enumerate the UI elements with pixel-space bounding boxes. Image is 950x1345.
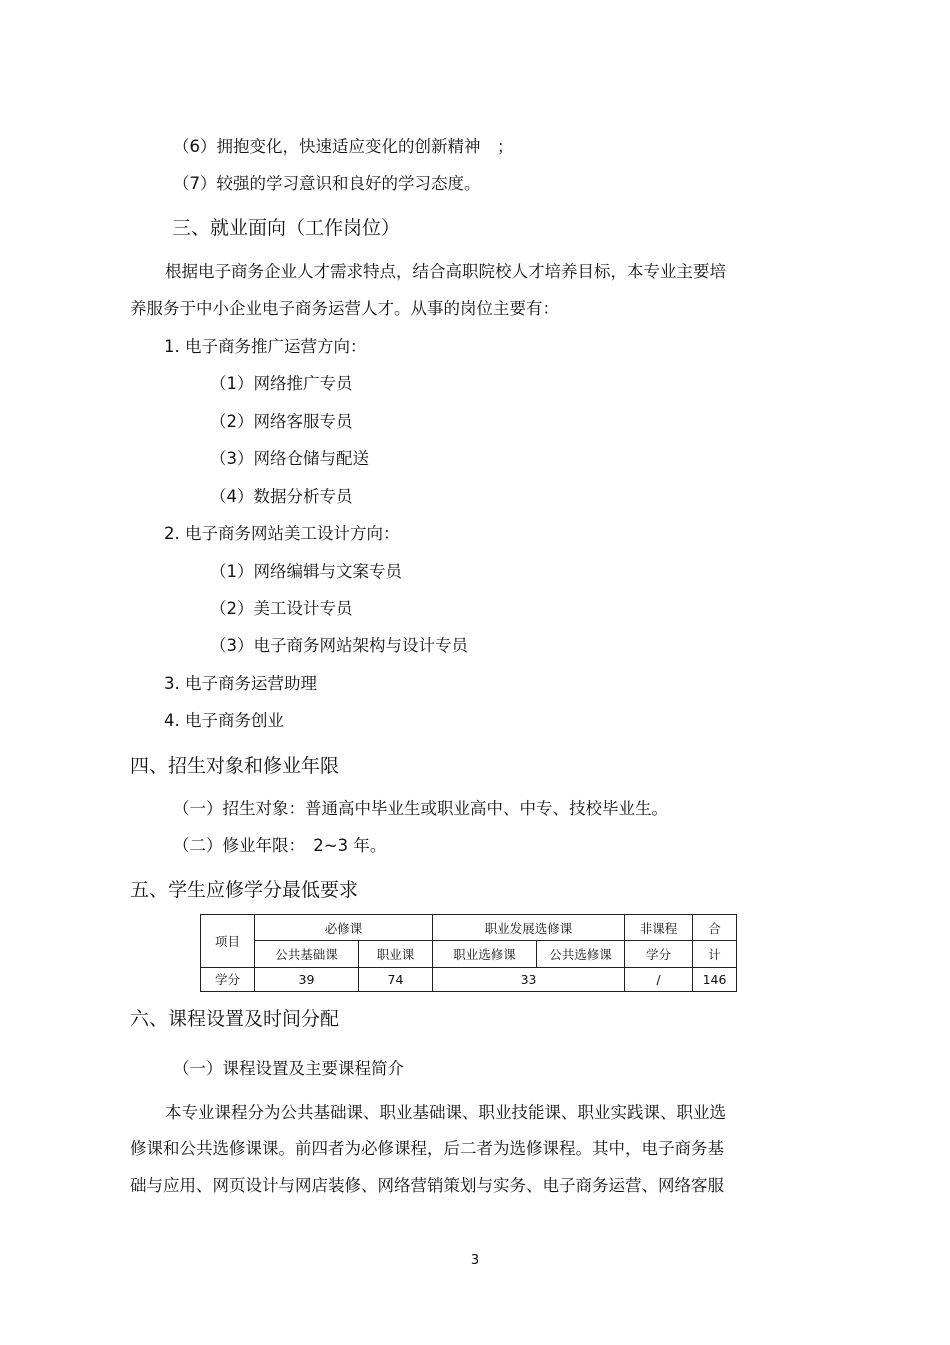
header-professional: 职业课 (359, 941, 433, 967)
page-number: 3 (470, 1253, 480, 1268)
paragraph-line: 根据电子商务企业人才需求特点，结合高职院校人才培养目标，本专业主要培 (165, 262, 726, 281)
row-label: 学分 (201, 967, 255, 991)
paragraph-line: 本专业课程分为公共基础课、职业基础课、职业技能课、职业实践课、职业选 (165, 1103, 726, 1122)
header-item: 项目 (201, 915, 255, 968)
header-public-basic: 公共基础课 (255, 941, 359, 967)
section-heading: 四、招生对象和修业年限 (130, 755, 340, 777)
header-public-elective: 公共选修课 (537, 941, 625, 967)
paragraph-line: 础与应用、网页设计与网店装修、网络营销策划与实务、电子商务运营、网络客服 (130, 1176, 724, 1195)
header-required: 必修课 (255, 915, 433, 941)
list-item: （4）数据分析专员 (210, 487, 353, 506)
list-item: （6）拥抱变化，快速适应变化的创新精神 ； (173, 137, 514, 156)
paragraph-line: （一）招生对象：普通高中毕业生或职业高中、中专、技校毕业生。 (173, 799, 668, 818)
list-item: （2）美工设计专员 (210, 599, 353, 618)
section-heading: 六、课程设置及时间分配 (130, 1008, 340, 1030)
cell-non-course: / (625, 967, 693, 991)
cell-professional: 74 (359, 967, 433, 991)
list-heading: 2. 电子商务网站美工设计方向： (164, 524, 400, 543)
paragraph-line: 修课和公共选修课课。前四者为必修课程，后二者为选修课程。其中，电子商务基 (130, 1139, 724, 1158)
header-non-course: 非课程 (625, 915, 693, 941)
paragraph-line: 养服务于中小企业电子商务运营人才。从事的岗位主要有： (130, 299, 559, 318)
list-heading: 3. 电子商务运营助理 (164, 674, 317, 693)
header-prof-elective: 职业选修课 (433, 941, 537, 967)
list-item: （3）电子商务网站架构与设计专员 (210, 636, 468, 655)
section-heading: 五、学生应修学分最低要求 (130, 879, 359, 901)
header-total: 合 (693, 915, 737, 941)
list-item: （2）网络客服专员 (210, 412, 353, 431)
header-non-course-2: 学分 (625, 941, 693, 967)
header-total-2: 计 (693, 941, 737, 967)
paragraph-line: （二）修业年限： 2~3 年。 (173, 836, 387, 855)
list-item: （1）网络编辑与文案专员 (210, 562, 402, 581)
header-elective: 职业发展选修课 (433, 915, 625, 941)
list-heading: 1. 电子商务推广运营方向： (164, 337, 367, 356)
cell-public-basic: 39 (255, 967, 359, 991)
cell-total: 146 (693, 967, 737, 991)
credit-table (200, 914, 737, 992)
section-heading: 三、就业面向（工作岗位） (172, 217, 401, 239)
list-heading: 4. 电子商务创业 (164, 711, 284, 730)
subsection-heading: （一）课程设置及主要课程简介 (173, 1059, 404, 1078)
list-item: （3）网络仓储与配送 (210, 449, 369, 468)
list-item: （1）网络推广专员 (210, 374, 353, 393)
list-item: （7）较强的学习意识和良好的学习态度。 (173, 174, 481, 193)
cell-elective: 33 (433, 967, 625, 991)
